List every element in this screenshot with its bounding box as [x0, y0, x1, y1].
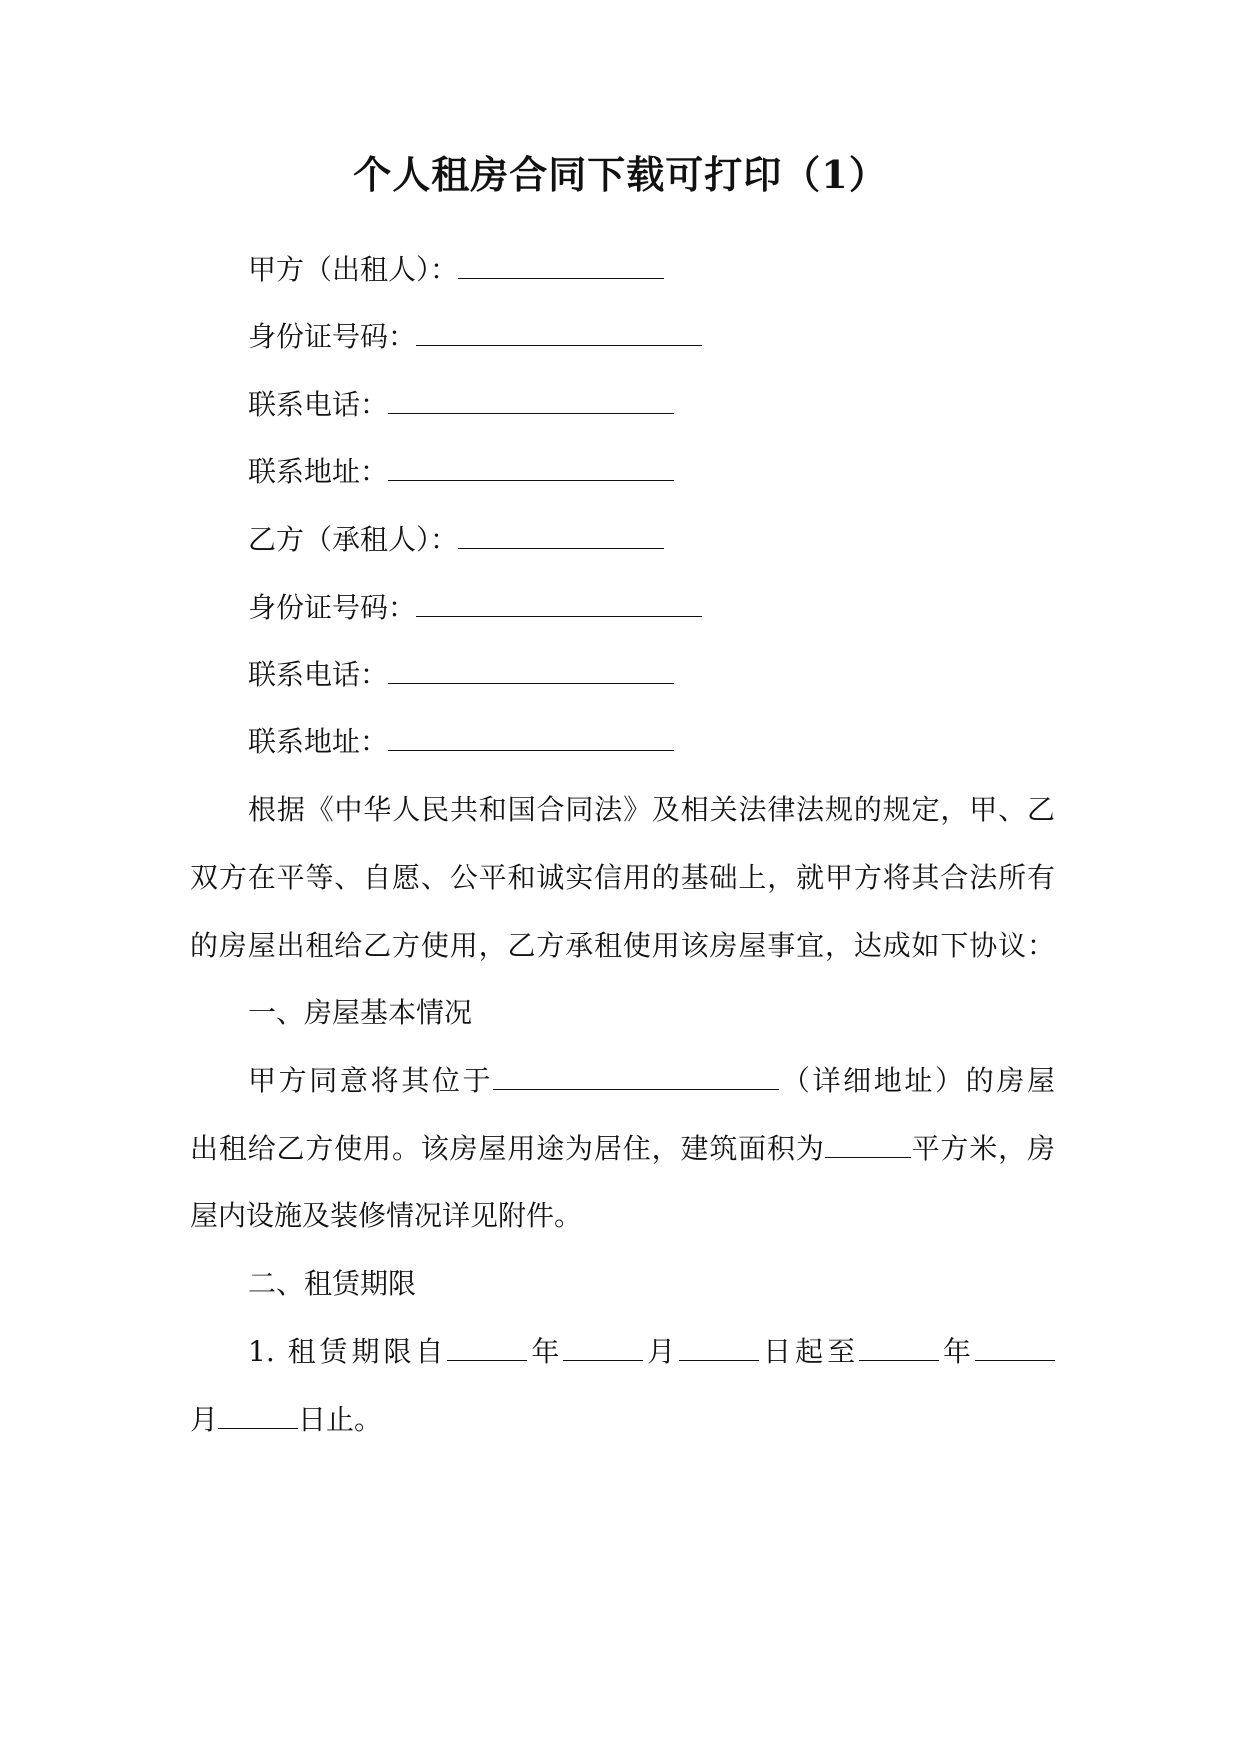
section-1-paragraph-line-3: 屋内设施及装修情况详见附件。: [190, 1199, 583, 1232]
party-b-id-label: 身份证号码：: [248, 591, 417, 624]
party-b-id-blank: [416, 590, 702, 617]
section-2-heading: 二、租赁期限: [248, 1267, 417, 1300]
section-1-p2-prefix: 出租给乙方使用。该房屋用途为居住，建筑面积为: [190, 1132, 825, 1165]
preamble-line-2: 双方在平等、自愿、公平和诚实信用的基础上，就甲方将其合法所有: [190, 861, 1055, 894]
end-year-label: 年: [939, 1335, 975, 1368]
start-month-label: 月: [643, 1335, 680, 1368]
section-1-heading: 一、房屋基本情况: [248, 996, 473, 1029]
party-a-id-label: 身份证号码：: [248, 320, 417, 353]
start-year-label: 年: [527, 1335, 564, 1368]
end-day-blank: [218, 1402, 298, 1429]
lease-term-line-1: [248, 1332, 1055, 1372]
party-a-address-blank: [388, 454, 674, 481]
party-b-label: 乙方（承租人）：: [248, 523, 459, 556]
party-a-address-label: 联系地址：: [248, 455, 389, 488]
party-a-blank: [458, 252, 664, 279]
start-day-label: 日起至: [759, 1335, 860, 1368]
party-a-phone-blank: [388, 387, 674, 414]
party-a-id-blank: [416, 319, 702, 346]
section-1-paragraph-line-1: [248, 1061, 1055, 1101]
detailed-address-blank: [493, 1063, 779, 1090]
party-a-row: [248, 250, 1055, 290]
party-b-blank: [458, 522, 664, 549]
start-month-blank: [563, 1334, 643, 1361]
start-day-blank: [679, 1334, 759, 1361]
section-1-paragraph-line-2: [190, 1129, 1055, 1169]
document-title: 个人租房合同下载可打印（1）: [353, 152, 888, 197]
end-month-label: 月: [190, 1403, 219, 1436]
end-month-blank: [975, 1334, 1055, 1361]
start-year-blank: [447, 1334, 527, 1361]
party-b-row: [248, 520, 1055, 560]
area-blank: [825, 1131, 911, 1158]
end-day-label: 日止。: [298, 1403, 383, 1436]
section-1-p2-suffix: 平方米，房: [910, 1132, 1055, 1165]
party-a-id-row: [248, 317, 1055, 357]
lease-term-prefix: 1. 租赁期限自: [248, 1335, 448, 1368]
party-b-phone-label: 联系电话：: [248, 658, 389, 691]
party-b-phone-blank: [388, 657, 674, 684]
lease-term-line-2: [190, 1400, 1055, 1440]
party-a-phone-label: 联系电话：: [248, 388, 389, 421]
section-1-p1-prefix: 甲方同意将其位于: [248, 1064, 494, 1097]
party-a-label: 甲方（出租人）：: [248, 253, 459, 286]
party-b-phone-row: [248, 655, 1055, 695]
party-b-address-label: 联系地址：: [248, 725, 389, 758]
party-b-id-row: [248, 588, 1055, 628]
section-1-p1-suffix: （详细地址）的房屋: [779, 1064, 1055, 1097]
party-a-phone-row: [248, 385, 1055, 425]
preamble-line-1: 根据《中华人民共和国合同法》及相关法律法规的规定，甲、乙: [248, 793, 1055, 826]
preamble-line-3: 的房屋出租给乙方使用，乙方承租使用该房屋事宜，达成如下协议：: [190, 929, 1055, 962]
party-a-address-row: [248, 452, 1055, 492]
party-b-address-blank: [388, 724, 674, 751]
party-b-address-row: [248, 722, 1055, 762]
end-year-blank: [859, 1334, 939, 1361]
